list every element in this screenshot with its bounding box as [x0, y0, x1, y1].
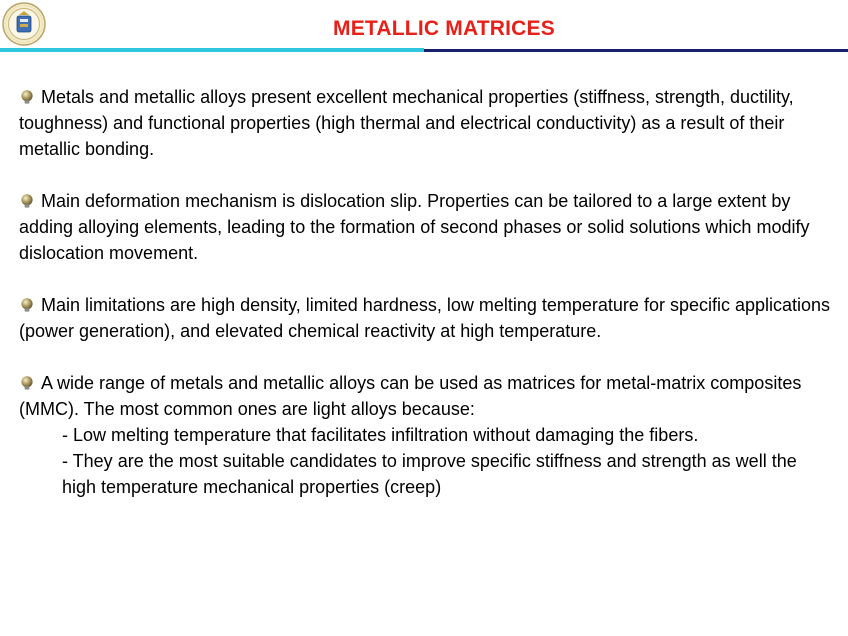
bulb-bullet-icon: [19, 89, 35, 105]
sub-item-2: - They are the most suitable candidates to improve specific stiffness and strength as well the high temperature mechanical properties (creep): [62, 451, 797, 497]
bullet-text-3: Main limitations are high density, limited hardness, low melting temperature for specific applications (power generation), and elevated chemical reactivity at high temperature.: [19, 295, 831, 341]
bulb-bullet-icon: [19, 297, 35, 313]
header-rule-right: [424, 49, 848, 52]
bulb-bullet-icon: [19, 375, 35, 391]
bullet-text-1: Metals and metallic alloys present excellent mechanical properties (stiffness, strength, ductility, toughness) and functional properties (high thermal and electrical conductivity) as a result of their metallic bonding.: [19, 87, 794, 159]
sub-item-1: - Low melting temperature that facilitates infiltration without damaging the fibers.: [62, 425, 699, 445]
bullet-paragraph-4: [19, 370, 834, 422]
header-rule-left: [0, 48, 424, 52]
bulb-bullet-icon: [19, 193, 35, 209]
bullet-paragraph-2: [19, 188, 834, 266]
slide-title: METALLIC MATRICES: [333, 17, 555, 40]
bullet-text-4: A wide range of metals and metallic alloys can be used as matrices for metal-matrix composites (MMC). The most common ones are light alloys because:: [19, 373, 802, 419]
bullet-paragraph-1: [19, 84, 834, 162]
bullet-paragraph-3: [19, 292, 834, 344]
slide-body: [19, 84, 834, 500]
bullet-text-2: Main deformation mechanism is dislocation slip. Properties can be tailored to a large extent by adding alloying elements, leading to the formation of second phases or solid solutions which modify dislocation movement.: [19, 191, 810, 263]
